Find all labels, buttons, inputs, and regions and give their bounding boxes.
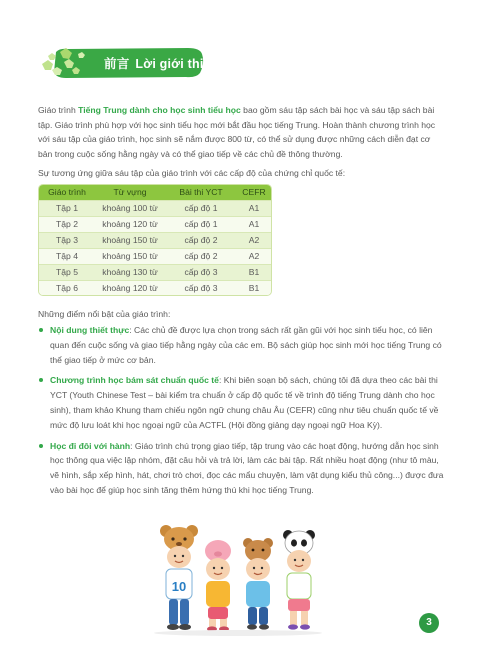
table-cell: cấp độ 3	[165, 280, 237, 296]
table-cell: cấp độ 2	[165, 248, 237, 264]
table-row	[39, 280, 271, 296]
section-header	[38, 46, 219, 80]
table-cell: khoảng 120 từ	[95, 280, 165, 296]
table-cell: A1	[237, 200, 271, 216]
table-cell: khoảng 150 từ	[95, 232, 165, 248]
table-header-row	[39, 185, 271, 200]
table-cell: Tập 1	[39, 200, 95, 216]
col-header-yct: Bài thi YCT	[179, 187, 223, 198]
level-table	[38, 184, 272, 296]
feature-label: Chương trình học bám sát chuẩn quốc tế	[50, 375, 219, 386]
list-item	[38, 439, 448, 498]
kid-pig-hat-icon	[205, 540, 231, 632]
table-row	[39, 264, 271, 280]
level-table-grid	[39, 185, 271, 296]
col-header-cefr: CEFR	[242, 187, 266, 198]
title-chinese: 前言	[104, 57, 130, 71]
children-illustration	[150, 519, 326, 639]
col-header-textbook: Giáo trình	[48, 187, 86, 198]
table-intro: Sự tương ứng giữa sáu tập của giáo trình với các cấp độ của chứng chỉ quốc tế:	[38, 168, 346, 178]
table-cell: khoảng 130 từ	[95, 264, 165, 280]
bullet-dot-icon	[39, 444, 43, 448]
table-row	[39, 216, 271, 232]
features-list	[38, 323, 448, 504]
table-row	[39, 248, 271, 264]
list-item	[38, 373, 448, 432]
table-cell: A1	[237, 216, 271, 232]
feature-text: : Khi biên soạn bộ sách, chúng tôi đã dựa theo các bài thi YCT (Youth Chinese Test – bài kiểm tra chuẩn ở cấp độ quốc tế về trình độ tiếng Trung dành cho học sinh), tham khảo Khung tham chiếu ngôn ngữ chung châu Âu (CEFR) cũng như tiêu chuẩn quốc tế về mức độ lưu loát khi học ngoại ngữ của ACTFL (Hội đồng giảng dạy ngoại ngữ Hoa Kỳ).	[50, 375, 439, 430]
table-cell: khoảng 120 từ	[95, 216, 165, 232]
table-cell: cấp độ 1	[165, 200, 237, 216]
bullet-dot-icon	[39, 378, 43, 382]
table-cell: cấp độ 2	[165, 232, 237, 248]
features-intro: Những điểm nổi bật của giáo trình:	[38, 309, 171, 319]
table-cell: khoảng 150 từ	[95, 248, 165, 264]
table-cell: A2	[237, 232, 271, 248]
shirt-number: 10	[171, 579, 187, 594]
table-cell: cấp độ 1	[165, 216, 237, 232]
kid-brown-hat-icon	[243, 538, 273, 630]
kid-bear-hat-icon	[160, 525, 198, 630]
feature-text: : Các chủ đề được lựa chọn trong sách rất gần gũi với học sinh tiểu học, có liên quan đến cuộc sống và giao tiếp hằng ngày của các em. Bộ sách giúp học sinh mới học tiếng Trung có thể giao tiếp ở mức cơ bản.	[50, 325, 442, 365]
feature-label: Nội dung thiết thực	[50, 325, 130, 335]
col-header-vocabulary: Từ vựng	[113, 187, 147, 198]
table-cell: Tập 2	[39, 216, 95, 232]
intro-highlight: Tiếng Trung dành cho học sinh tiểu học	[78, 105, 241, 115]
feature-label: Học đi đôi với hành	[50, 440, 131, 451]
page-number: 3	[419, 613, 439, 633]
table-cell: Tập 4	[39, 248, 95, 264]
table-cell: Tập 3	[39, 232, 95, 248]
table-cell: A2	[237, 248, 271, 264]
kid-panda-hat-icon	[283, 530, 315, 630]
table-row	[39, 200, 271, 216]
intro-prefix: Giáo trình	[38, 105, 79, 115]
feature-text: : Giáo trình chú trọng giao tiếp, tập trung vào các hoạt động, hướng dẫn học sinh học thông qua việc lập nhóm, đặt câu hỏi và trả lời, làm các bài tập. Rất nhiều hoạt động (như tô màu, vẽ hình, sắp xếp hình, hát, chơi trò chơi, đọc các mẩu chuyện, làm vật dụng kiểu thủ công...) được đưa vào bài học để giúp học sinh tăng thêm hứng thú khi học tiếng Trung.	[50, 440, 444, 495]
table-cell: khoảng 100 từ	[95, 200, 165, 216]
table-cell: cấp độ 3	[165, 264, 237, 280]
list-item	[38, 323, 448, 367]
page-title	[104, 54, 218, 72]
table-cell: Tập 6	[39, 280, 95, 296]
intro-paragraph	[38, 103, 446, 161]
table-cell: B1	[237, 280, 271, 296]
intro-rest: bao gồm sáu tập sách bài học và sáu tập sách bài tập. Giáo trình phù hợp với học sinh tiểu học mới bắt đầu học tiếng Trung. Hoàn thành chương trình học với sáu tập của giáo trình, học sinh sẽ nắm được 800 từ, có thể sử dụng được những cách diễn đạt cơ bản trong cuộc sống hằng ngày và có thể giao tiếp về các chủ đề thông thường.	[38, 105, 436, 159]
bullet-dot-icon	[39, 328, 43, 332]
table-row	[39, 232, 271, 248]
table-cell: B1	[237, 264, 271, 280]
title-vietnamese: Lời giới thiệu	[135, 57, 219, 71]
table-cell: Tập 5	[39, 264, 95, 280]
